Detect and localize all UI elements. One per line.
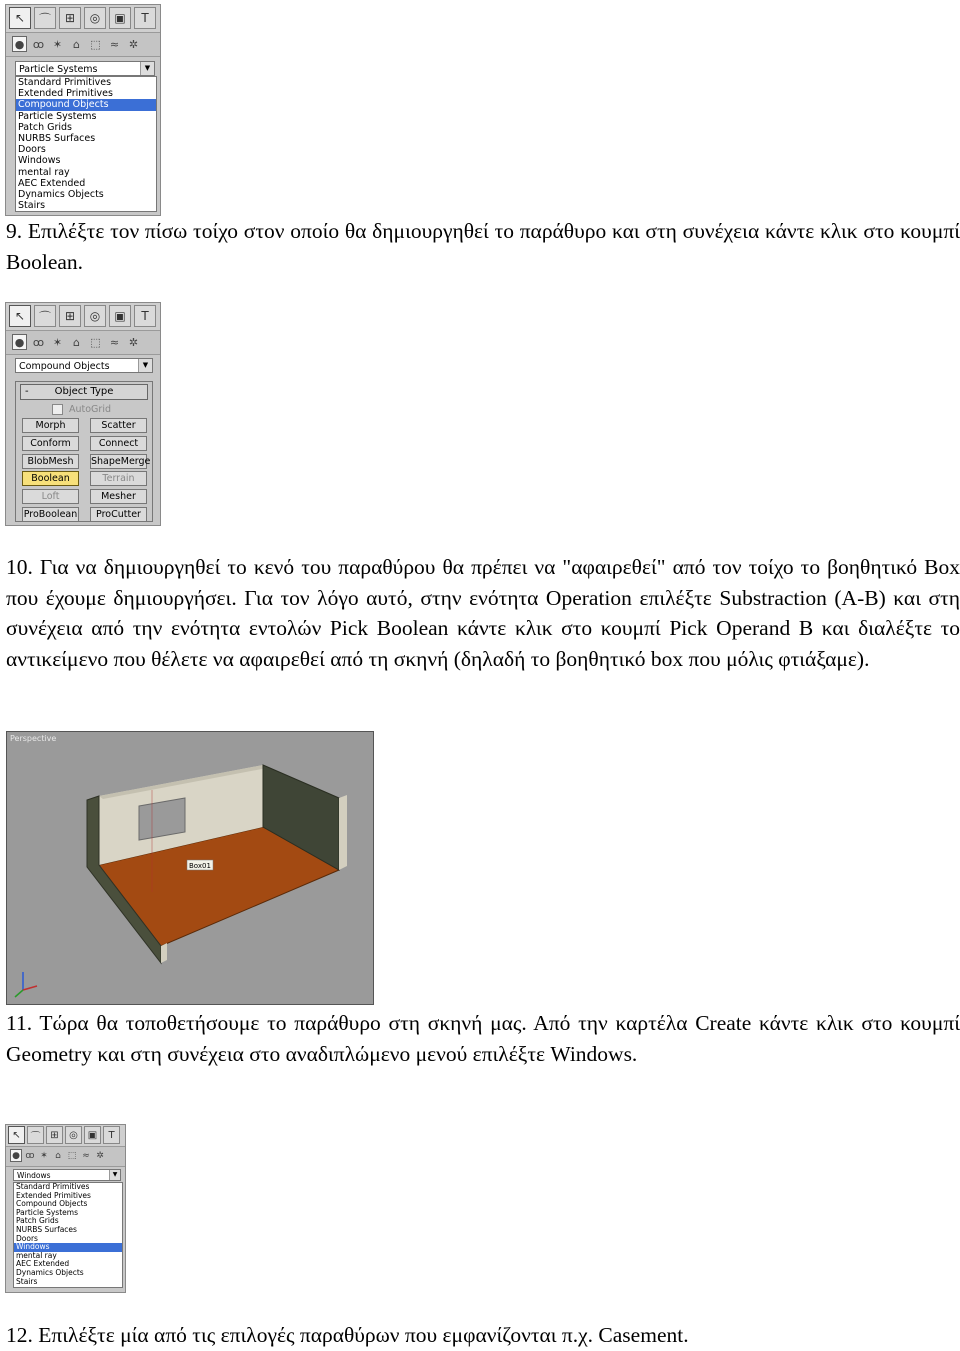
perspective-viewport[interactable]: [6, 731, 374, 1005]
command-panel-geometry-list: [5, 4, 161, 216]
lights-icon[interactable]: ✶: [40, 1150, 48, 1161]
scene-render: [7, 732, 374, 1005]
chevron-down-icon[interactable]: ▼: [109, 1170, 120, 1180]
spacewarps-icon[interactable]: ≈: [82, 1150, 90, 1161]
object-category-dropdown[interactable]: [13, 1169, 121, 1181]
list-item[interactable]: mental ray: [18, 166, 70, 178]
object-type-rollout: [15, 381, 153, 522]
object-category-list[interactable]: [15, 76, 157, 212]
list-item[interactable]: Dynamics Objects: [16, 1267, 84, 1277]
mesher-button[interactable]: Mesher: [90, 489, 147, 504]
geometry-icon[interactable]: ●: [12, 334, 27, 350]
motion-tab-icon[interactable]: ◎: [65, 1126, 82, 1144]
autogrid-option: [52, 404, 111, 415]
list-item[interactable]: Extended Primitives: [16, 1190, 91, 1200]
object-label: Box01: [189, 862, 211, 870]
spacewarps-icon[interactable]: ≈: [109, 335, 120, 349]
loft-button[interactable]: Loft: [22, 489, 79, 504]
list-item[interactable]: Stairs: [16, 1276, 38, 1286]
geometry-icon[interactable]: ●: [10, 1149, 22, 1162]
cameras-icon[interactable]: ⌂: [55, 1150, 61, 1161]
viewport-label[interactable]: Perspective: [10, 734, 57, 743]
procutter-button[interactable]: ProCutter: [90, 507, 147, 522]
terrain-button[interactable]: Terrain: [90, 471, 147, 486]
list-item[interactable]: Windows: [14, 1243, 122, 1252]
list-item[interactable]: Patch Grids: [16, 1216, 59, 1226]
create-tab-icon[interactable]: ↖: [9, 305, 31, 327]
shapes-icon[interactable]: ꝏ: [32, 335, 45, 349]
display-tab-icon[interactable]: ▣: [109, 7, 131, 29]
list-item[interactable]: Compound Objects: [16, 99, 156, 110]
helpers-icon[interactable]: ⬚: [90, 37, 101, 51]
boolean-button[interactable]: Boolean: [22, 471, 79, 486]
hierarchy-tab-icon[interactable]: ⊞: [59, 7, 81, 29]
cameras-icon[interactable]: ⌂: [73, 335, 80, 349]
motion-tab-icon[interactable]: ◎: [84, 305, 106, 327]
autogrid-checkbox[interactable]: [52, 404, 63, 415]
systems-icon[interactable]: ✲: [96, 1150, 104, 1161]
modify-tab-icon[interactable]: ⌒: [27, 1126, 44, 1144]
blobmesh-button[interactable]: BlobMesh: [22, 454, 79, 469]
hierarchy-tab-icon[interactable]: ⊞: [46, 1126, 63, 1144]
hierarchy-tab-icon[interactable]: ⊞: [59, 305, 81, 327]
list-item[interactable]: Standard Primitives: [16, 1182, 90, 1191]
create-category-bar: [6, 33, 160, 57]
list-item[interactable]: Doors: [18, 144, 46, 156]
list-item[interactable]: AEC Extended: [16, 1259, 70, 1269]
systems-icon[interactable]: ✲: [128, 335, 139, 349]
scatter-button[interactable]: Scatter: [90, 418, 147, 433]
display-tab-icon[interactable]: ▣: [84, 1126, 101, 1144]
dropdown-value: Windows: [17, 1171, 51, 1180]
list-item[interactable]: Patch Grids: [18, 121, 72, 133]
dropdown-value: Particle Systems: [19, 64, 98, 75]
lights-icon[interactable]: ✶: [52, 335, 63, 349]
dropdown-value: Compound Objects: [19, 361, 110, 372]
utilities-tab-icon[interactable]: T: [103, 1126, 120, 1144]
motion-tab-icon[interactable]: ◎: [84, 7, 106, 29]
helpers-icon[interactable]: ⬚: [90, 335, 101, 349]
create-category-bar: [6, 331, 160, 355]
left-wall-edge: [161, 943, 167, 963]
list-item[interactable]: Particle Systems: [18, 110, 97, 122]
modify-tab-icon[interactable]: ⌒: [34, 305, 56, 327]
utilities-tab-icon[interactable]: T: [134, 7, 156, 29]
right-wall-edge: [339, 795, 347, 870]
chevron-down-icon[interactable]: ▼: [140, 62, 154, 75]
object-category-dropdown[interactable]: [15, 61, 155, 76]
object-category-dropdown[interactable]: [15, 358, 153, 373]
axis-tripod-icon: [15, 972, 37, 997]
lights-icon[interactable]: ✶: [52, 37, 63, 51]
cameras-icon[interactable]: ⌂: [73, 37, 80, 51]
create-category-bar: [6, 1147, 125, 1167]
list-item[interactable]: mental ray: [16, 1250, 57, 1260]
command-panel-tabs: [6, 5, 160, 33]
list-item[interactable]: Windows: [18, 155, 61, 167]
list-item[interactable]: NURBS Surfaces: [16, 1224, 77, 1234]
rollout-collapse-icon: -: [25, 386, 29, 397]
list-item[interactable]: Compound Objects: [16, 1199, 88, 1209]
list-item[interactable]: Doors: [16, 1233, 38, 1243]
create-tab-icon[interactable]: ↖: [9, 7, 31, 29]
create-tab-icon[interactable]: ↖: [8, 1126, 25, 1144]
step-9-text: 9. Επιλέξτε τον πίσω τοίχο στον οποίο θα δημιουργηθεί το παράθυρο και στη συνέχεια κάντε κλικ στο κουμπί Boolean.: [6, 219, 960, 274]
list-item[interactable]: AEC Extended: [18, 177, 86, 189]
window-opening: [139, 798, 185, 840]
list-item[interactable]: Extended Primitives: [18, 88, 113, 100]
spacewarps-icon[interactable]: ≈: [109, 37, 120, 51]
object-category-list[interactable]: [13, 1182, 123, 1288]
step-12-text: 12. Επιλέξτε μία από τις επιλογές παραθύρων που εμφανίζονται π.χ. Casement.: [6, 1323, 689, 1347]
display-tab-icon[interactable]: ▣: [109, 305, 131, 327]
shapes-icon[interactable]: ꝏ: [32, 37, 45, 51]
proboolean-button[interactable]: ProBoolean: [23, 509, 78, 520]
morph-button[interactable]: Morph: [22, 418, 79, 433]
helpers-icon[interactable]: ⬚: [67, 1150, 77, 1161]
geometry-icon[interactable]: ●: [12, 36, 27, 52]
list-item[interactable]: NURBS Surfaces: [18, 132, 96, 144]
command-panel-compound-objects: [5, 302, 161, 526]
list-item[interactable]: Particle Systems: [16, 1207, 78, 1217]
command-panel-tabs: [6, 303, 160, 331]
list-item[interactable]: Dynamics Objects: [18, 188, 104, 200]
rollout-title[interactable]: [20, 384, 148, 400]
utilities-tab-icon[interactable]: T: [134, 305, 156, 327]
step-11-text: 11. Τώρα θα τοποθετήσουμε το παράθυρο στη σκηνή μας. Από την καρτέλα Create κάντε κλικ στο κουμπί Geometry και στη συνέχεια στο αναδιπλώμενο μενού επιλέξτε Windows.: [6, 1011, 960, 1066]
rollout-title-label: Object Type: [54, 386, 114, 397]
conform-button[interactable]: Conform: [22, 436, 79, 451]
modify-tab-icon[interactable]: ⌒: [34, 7, 56, 29]
command-panel-tabs: [6, 1125, 125, 1147]
shapemerge-button[interactable]: ShapeMerge: [91, 455, 151, 467]
connect-button[interactable]: Connect: [90, 436, 147, 451]
shapes-icon[interactable]: ꝏ: [25, 1150, 35, 1161]
list-item[interactable]: Standard Primitives: [18, 77, 112, 88]
chevron-down-icon[interactable]: ▼: [138, 359, 152, 372]
list-item[interactable]: Stairs: [18, 200, 46, 212]
autogrid-label: AutoGrid: [69, 404, 111, 415]
command-panel-windows-list: [5, 1124, 126, 1293]
systems-icon[interactable]: ✲: [128, 37, 139, 51]
step-10-text: 10. Για να δημιουργηθεί το κενό του παραθύρου θα πρέπει να "αφαιρεθεί" από τον τοίχο το βοηθητικό Box που έχουμε δημιουργήσει. Για τον λόγο αυτό, στην ενότητα Operation επιλέξτε Substraction (A-B) και στη συνέχεια από την ενότητα εντολών Pick Boolean κάντε κλικ στο κουμπί Pick Operand B και διαλέξτε το αντικείμενο που θέλετε να αφαιρεθεί από τη σκηνή (δηλαδή το βοηθητικό box που μόλις φτιάξαμε).: [6, 555, 960, 671]
